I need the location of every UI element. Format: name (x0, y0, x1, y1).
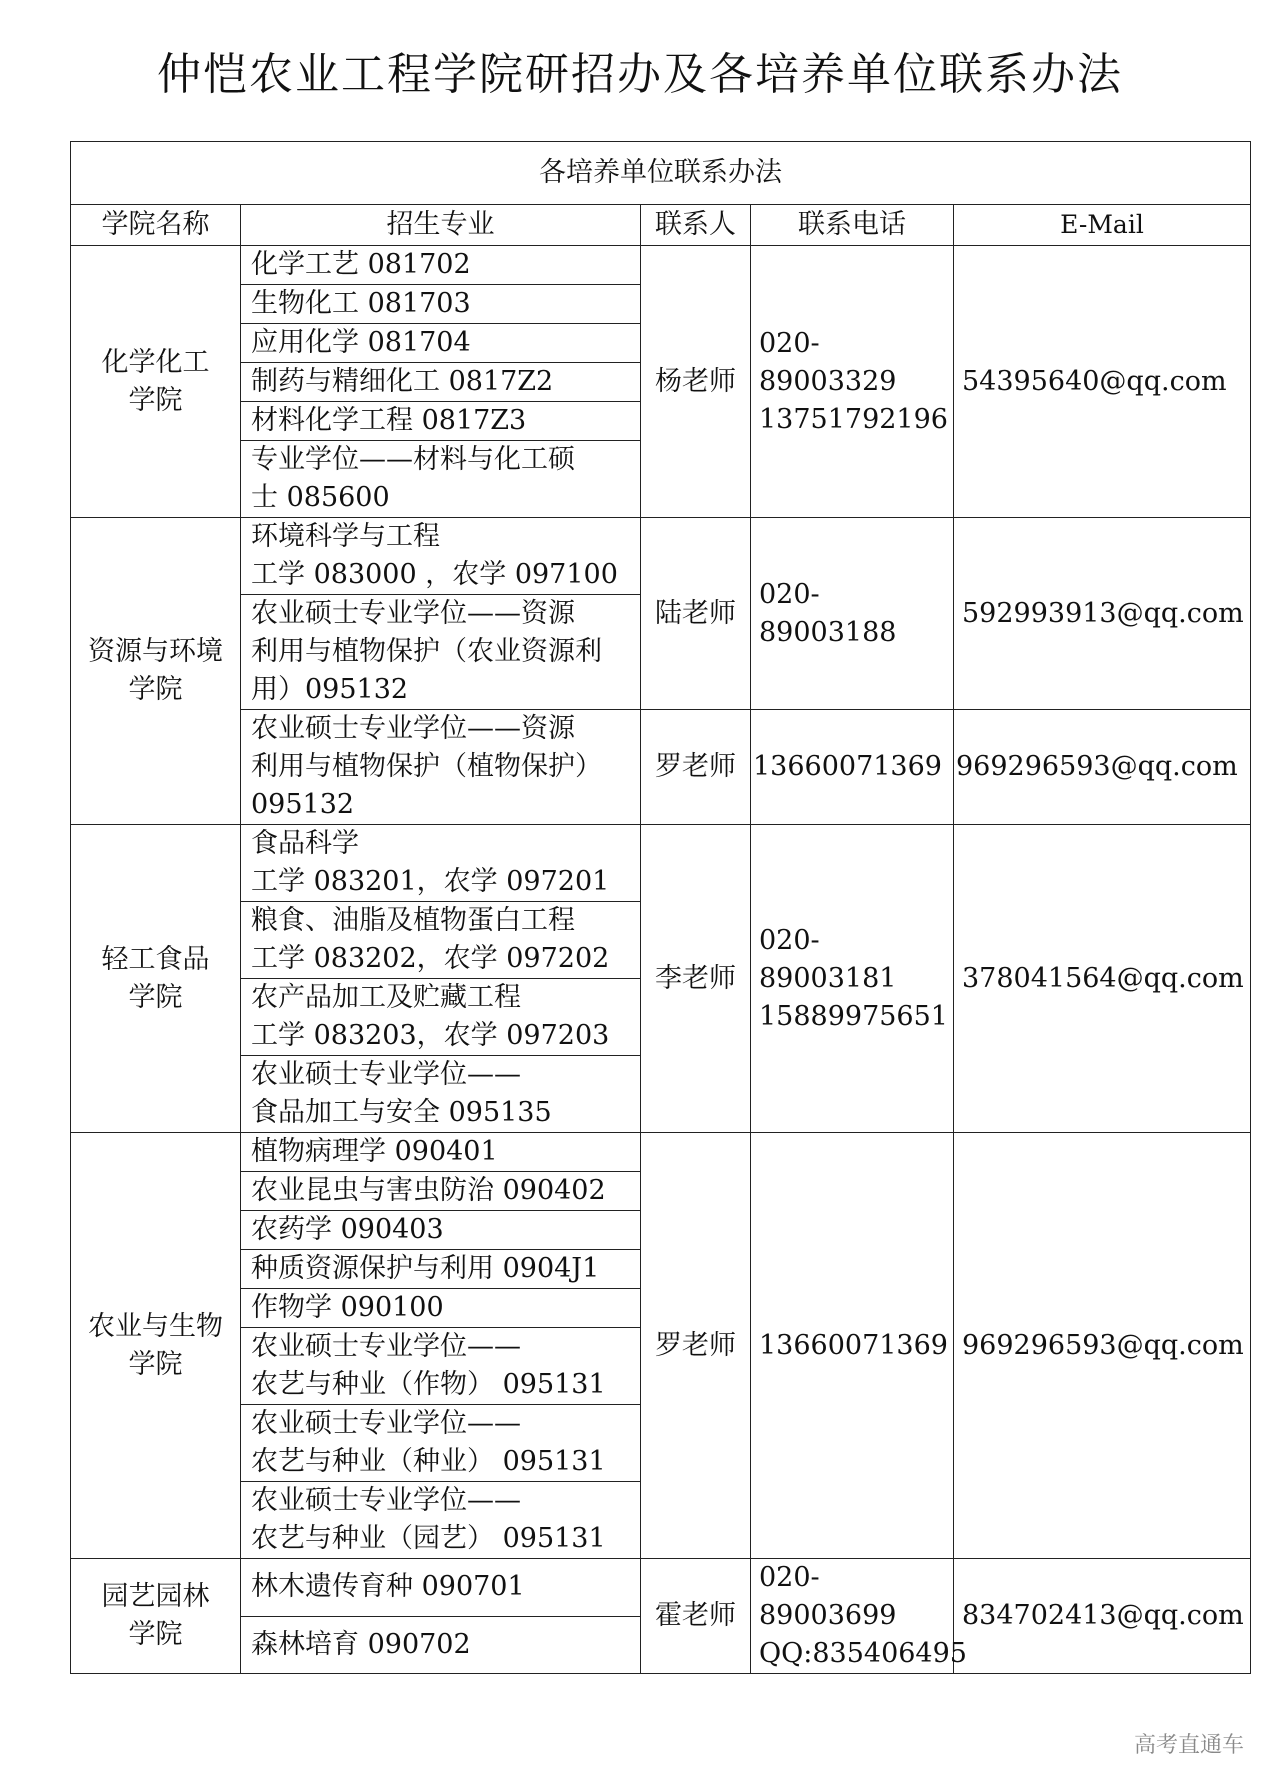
major-cell (241, 595, 641, 710)
table-body (71, 142, 1251, 1674)
text-line: 工学 083202，农学 097202 (251, 943, 610, 974)
phone-cell (751, 1559, 967, 1674)
text-line: 粮食、油脂及植物蛋白工程 (251, 905, 575, 936)
phone-cell (751, 825, 954, 1133)
college-name-cell (71, 1559, 241, 1674)
header-email: E-Mail (954, 205, 1251, 246)
text-line: 15889975651 (759, 1000, 948, 1032)
text-line: 学院 (128, 981, 183, 1013)
text-line: 农业与生物 (88, 1310, 223, 1342)
text-line: 学院 (128, 1619, 183, 1650)
table-row (71, 710, 1251, 825)
major-cell (241, 1056, 641, 1133)
text-line: 工学 083201，农学 097201 (251, 866, 610, 897)
email-cell: 969296593@qq.com (954, 710, 1251, 825)
major-cell (241, 1250, 641, 1289)
page-title: 仲恺农业工程学院研招办及各培养单位联系办法 (157, 49, 1123, 100)
text-line: 森林培育 090702 (251, 1628, 471, 1660)
text-line: 农业硕士专业学位—— (251, 1331, 521, 1362)
text-line: 095132 (251, 789, 355, 820)
major-cell (241, 825, 641, 902)
text-line: 工学 083203，农学 097203 (251, 1020, 610, 1051)
phone-cell: 13660071369 (751, 710, 954, 825)
table-row (71, 246, 1251, 285)
major-cell (241, 1328, 641, 1405)
contact-table (70, 141, 1251, 1674)
text-line: 种质资源保护与利用 0904J1 (251, 1253, 600, 1284)
text-line: 资源与环境 (88, 636, 223, 667)
text-line: 农业昆虫与害虫防治 090402 (251, 1175, 606, 1206)
text-line: 食品加工与安全 095135 (251, 1097, 552, 1128)
text-line: 学院 (128, 1348, 183, 1380)
table-caption: 各培养单位联系办法 (71, 142, 1251, 205)
major-cell (241, 246, 641, 285)
major-cell (241, 902, 641, 979)
text-line: 农艺与种业（作物） 095131 (251, 1369, 606, 1400)
text-line: 植物病理学 090401 (251, 1136, 498, 1167)
text-line: 农业硕士专业学位——资源 (251, 598, 575, 629)
text-line: 园艺园林 (101, 1581, 210, 1612)
email-cell: 378041564@qq.com (954, 825, 1251, 1133)
email-cell: 592993913@qq.com (954, 518, 1251, 710)
text-line: 材料化学工程 0817Z3 (251, 405, 527, 436)
major-cell (241, 1482, 641, 1559)
text-line: 农业硕士专业学位—— (251, 1485, 521, 1516)
text-line: 专业学位——材料与化工硕 (251, 444, 575, 475)
text-line: 工学 083000 ，农学 097100 (251, 559, 618, 590)
text-line: 农业硕士专业学位—— (251, 1408, 521, 1439)
table-row (71, 825, 1251, 902)
phone-cell (751, 1133, 954, 1559)
caption-row (71, 142, 1251, 205)
table-row (71, 518, 1251, 595)
text-line: 应用化学 081704 (251, 327, 471, 358)
email-cell: 834702413@qq.com (954, 1559, 1251, 1674)
major-cell (241, 1133, 641, 1172)
major-cell (241, 363, 641, 402)
text-line: 制药与精细化工 0817Z2 (251, 366, 554, 397)
major-cell (241, 1211, 641, 1250)
text-line: QQ:835406495 (759, 1638, 967, 1669)
college-name-cell (71, 246, 241, 518)
contact-cell: 杨老师 (641, 246, 751, 518)
text-line: 食品科学 (251, 828, 359, 859)
text-line: 利用与植物保护（植物保护） (251, 751, 602, 782)
contact-cell: 陆老师 (641, 518, 751, 710)
text-line: 化学化工 (101, 346, 210, 378)
text-line: 农业硕士专业学位—— (251, 1059, 521, 1090)
table-row (71, 1133, 1251, 1172)
major-cell (241, 285, 641, 324)
text-line: 利用与植物保护（农业资源利 (251, 636, 602, 667)
contact-cell: 罗老师 (641, 1133, 751, 1559)
header-row (71, 205, 1251, 246)
header-college: 学院名称 (71, 205, 241, 246)
text-line: 农药学 090403 (251, 1214, 444, 1245)
college-name-cell (71, 825, 241, 1133)
text-line: 农业硕士专业学位——资源 (251, 713, 575, 744)
major-cell (241, 1559, 641, 1617)
header-phone: 联系电话 (751, 205, 954, 246)
text-line: 13660071369 (759, 1329, 948, 1361)
text-line: 士 085600 (251, 482, 390, 513)
phone-cell (751, 518, 954, 710)
major-cell (241, 324, 641, 363)
text-line: 生物化工 081703 (251, 288, 471, 319)
text-line: 化学工艺 081702 (251, 249, 471, 280)
text-line: 020-89003188 (759, 578, 897, 648)
text-line: 020-89003181 (759, 924, 897, 994)
text-line: 轻工食品 (101, 943, 210, 975)
major-cell (241, 979, 641, 1056)
table-row (71, 1559, 1251, 1617)
text-line: 020-89003329 (759, 327, 897, 397)
text-line: 农艺与种业（种业） 095131 (251, 1446, 606, 1477)
email-cell: 969296593@qq.com (954, 1133, 1251, 1559)
text-line: 13751792196 (759, 403, 948, 435)
major-cell (241, 402, 641, 441)
major-cell (241, 518, 641, 595)
text-line: 学院 (128, 384, 183, 416)
text-line: 学院 (128, 674, 183, 705)
college-name-cell (71, 1133, 241, 1559)
contact-cell: 罗老师 (641, 710, 751, 825)
major-cell (241, 1172, 641, 1211)
text-line: 用）095132 (251, 674, 409, 705)
major-cell (241, 1405, 641, 1482)
header-major: 招生专业 (241, 205, 641, 246)
watermark: 高考直通车 (1133, 1733, 1244, 1758)
text-line: 农产品加工及贮藏工程 (251, 982, 521, 1013)
text-line: 作物学 090100 (251, 1292, 444, 1323)
major-cell (241, 1289, 641, 1328)
phone-cell (751, 246, 954, 518)
major-cell (241, 441, 641, 518)
text-line: 020-89003699 (759, 1562, 897, 1631)
major-cell (241, 710, 641, 825)
college-name-cell (71, 518, 241, 825)
email-cell: 54395640@qq.com (954, 246, 1251, 518)
text-line: 农艺与种业（园艺） 095131 (251, 1523, 606, 1554)
text-line: 林木遗传育种 090701 (251, 1571, 525, 1603)
contact-cell: 李老师 (641, 825, 751, 1133)
contact-cell: 霍老师 (641, 1559, 751, 1674)
text-line: 环境科学与工程 (251, 521, 440, 552)
header-contact: 联系人 (641, 205, 751, 246)
major-cell (241, 1616, 641, 1674)
